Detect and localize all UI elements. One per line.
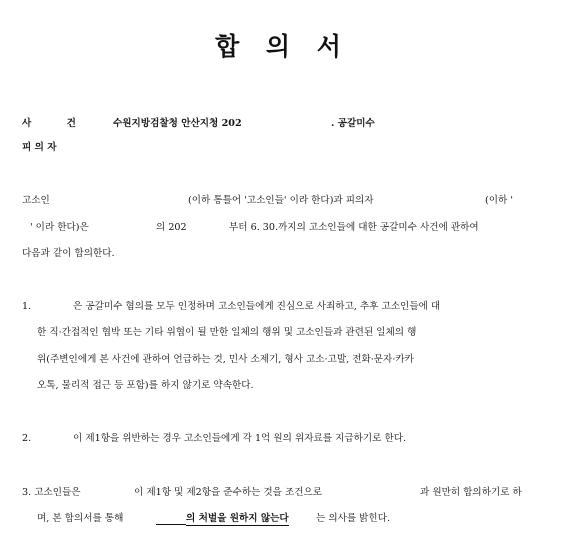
item1-number: 1.	[22, 301, 32, 312]
no-punishment-emphasis: 의 처벌을 원하지 않는다	[186, 513, 289, 524]
case-label: 사 건	[22, 118, 92, 129]
item3-line2-start: 며, 본 합의서를 통해	[37, 513, 124, 524]
item1-line1: 은 공갈미수 혐의를 모두 인정하며 고소인들에게 진심으로 사죄하고, 추후 고소인들에 대	[73, 301, 441, 312]
item2-line1: 이 제1항을 위반하는 경우 고소인들에게 각 1억 원의 위자료를 지급하기로 한다.	[73, 433, 407, 444]
intro-line2-date: 의 202	[156, 222, 187, 233]
item2-number: 2.	[22, 433, 32, 444]
item1-line2: 한 직·간접적인 협박 또는 기타 위협이 될 만한 일체의 행위 및 고소인들과 관련된 일체의 행	[37, 327, 417, 338]
intro-line2: 부터 6. 30.까지의 고소인들에 대한 공갈미수 사건에 관하여	[229, 222, 479, 233]
item3-line1-start: 3. 고소인들은	[22, 487, 81, 498]
item3-line1-end: 과 원만히 합의하기로 하	[420, 487, 522, 498]
intro-line1-end: (이하 '	[485, 195, 513, 206]
intro-line1: (이하 통틀어 '고소인들' 이라 한다)과 피의자	[188, 195, 374, 206]
intro-complainant: 고소인	[22, 195, 50, 206]
intro-line2-start: ' 이라 한다)은	[30, 222, 89, 233]
suspect-label: 피 의 자	[22, 142, 57, 153]
case-charge: . 공갈미수	[331, 118, 375, 129]
item3-line2-end: 는 의사를 밝힌다.	[316, 513, 391, 524]
blank-underline	[156, 513, 186, 525]
document-title: 합 의 서	[215, 32, 350, 61]
intro-line3: 다음과 같이 합의한다.	[22, 248, 115, 259]
item1-line4: 오톡, 물리적 접근 등 포함)를 하지 않기로 약속한다.	[37, 380, 254, 391]
item3-line1: 이 제1항 및 제2항을 준수하는 것을 조건으로	[134, 487, 323, 498]
case-number: 수원지방검찰청 안산지청 202	[113, 118, 242, 129]
item1-line3: 위(주변인에게 본 사건에 관하여 언급하는 것, 민사 소제기, 형사 고소·고발, 전화·문자·카카	[37, 354, 414, 365]
